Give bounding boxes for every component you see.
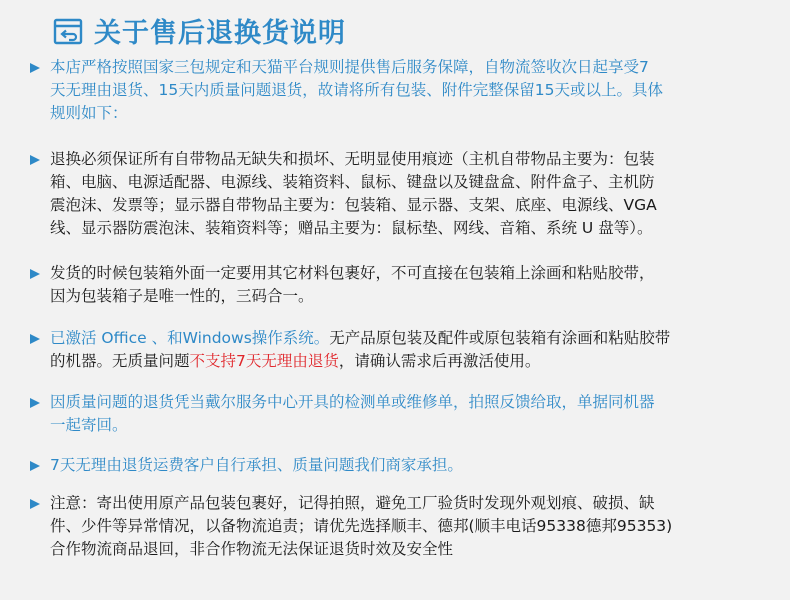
bullet-arrow-icon <box>30 499 40 509</box>
item-line: 合作物流商品退回，非合作物流无法保证退货时效及安全性 <box>50 540 454 558</box>
item-line: 震泡沫、发票等；显示器自带物品主要为：包装箱、显示器、支架、底座、电源线、VGA <box>50 196 657 214</box>
list-item <box>28 148 657 240</box>
return-box-icon <box>52 14 84 46</box>
list-item <box>28 454 463 477</box>
item-line <box>50 327 670 350</box>
item-text: 无产品原包装及配件或原包装箱有涂画和粘贴胶带 <box>329 329 671 347</box>
item-line: 线、显示器防震泡沫、装箱资料等；赠品主要为：鼠标垫、网线、音箱、系统 U 盘等）。 <box>50 219 653 237</box>
item-line: 注意：寄出使用原产品包装包裹好，记得拍照，避免工厂验货时发现外观划痕、破损、缺 <box>50 494 655 512</box>
item-line: 天无理由退货、15天内质量问题退货，故请将所有包装、附件完整保留15天或以上。具体 <box>50 81 663 99</box>
item-text: ，请确认需求后再激活使用。 <box>338 352 541 370</box>
item-line: 件、少件等异常情况，以备物流追责；请优先选择顺丰、德邦(顺丰电话95338德邦95353) <box>50 517 673 535</box>
item-line: 发货的时候包装箱外面一定要用其它材料包裹好，不可直接在包装箱上涂画和粘贴胶带， <box>50 264 655 282</box>
bullet-arrow-icon <box>30 461 40 471</box>
bullet-arrow-icon <box>30 398 40 408</box>
activated-software-text: 已激活 Office 、和Windows操作系统。 <box>50 329 330 347</box>
item-line: 因质量问题的退货凭当戴尔服务中心开具的检测单或维修单，拍照反馈给取，单据同机器 <box>50 393 655 411</box>
item-line: 退换必须保证所有自带物品无缺失和损坏、无明显使用痕迹（主机自带物品主要为：包装 <box>50 150 655 168</box>
bullet-arrow-icon <box>30 269 40 279</box>
no-return-warning: 不支持7天无理由退货 <box>189 352 339 370</box>
bullet-arrow-icon <box>30 155 40 165</box>
item-line <box>50 350 670 373</box>
bullet-arrow-icon <box>30 63 40 73</box>
list-item <box>28 262 655 308</box>
item-text: 的机器。无质量问题 <box>50 352 190 370</box>
list-item <box>28 327 670 373</box>
item-line: 本店严格按照国家三包规定和天猫平台规则提供售后服务保障，自物流签收次日起享受7 <box>50 58 649 76</box>
item-line: 箱、电脑、电源适配器、电源线、装箱资料、鼠标、键盘以及键盘盒、附件盒子、主机防 <box>50 173 655 191</box>
bullet-arrow-icon <box>30 334 40 344</box>
list-item <box>28 391 655 437</box>
item-line: 7天无理由退货运费客户自行承担、质量问题我们商家承担。 <box>50 456 463 474</box>
item-line: 一起寄回。 <box>50 416 128 434</box>
page-header <box>52 12 346 48</box>
list-item <box>28 56 663 125</box>
item-line: 规则如下： <box>50 104 128 122</box>
list-item <box>28 492 672 561</box>
page-title: 关于售后退换货说明 <box>94 17 346 49</box>
item-line: 因为包装箱子是唯一性的，三码合一。 <box>50 287 314 305</box>
